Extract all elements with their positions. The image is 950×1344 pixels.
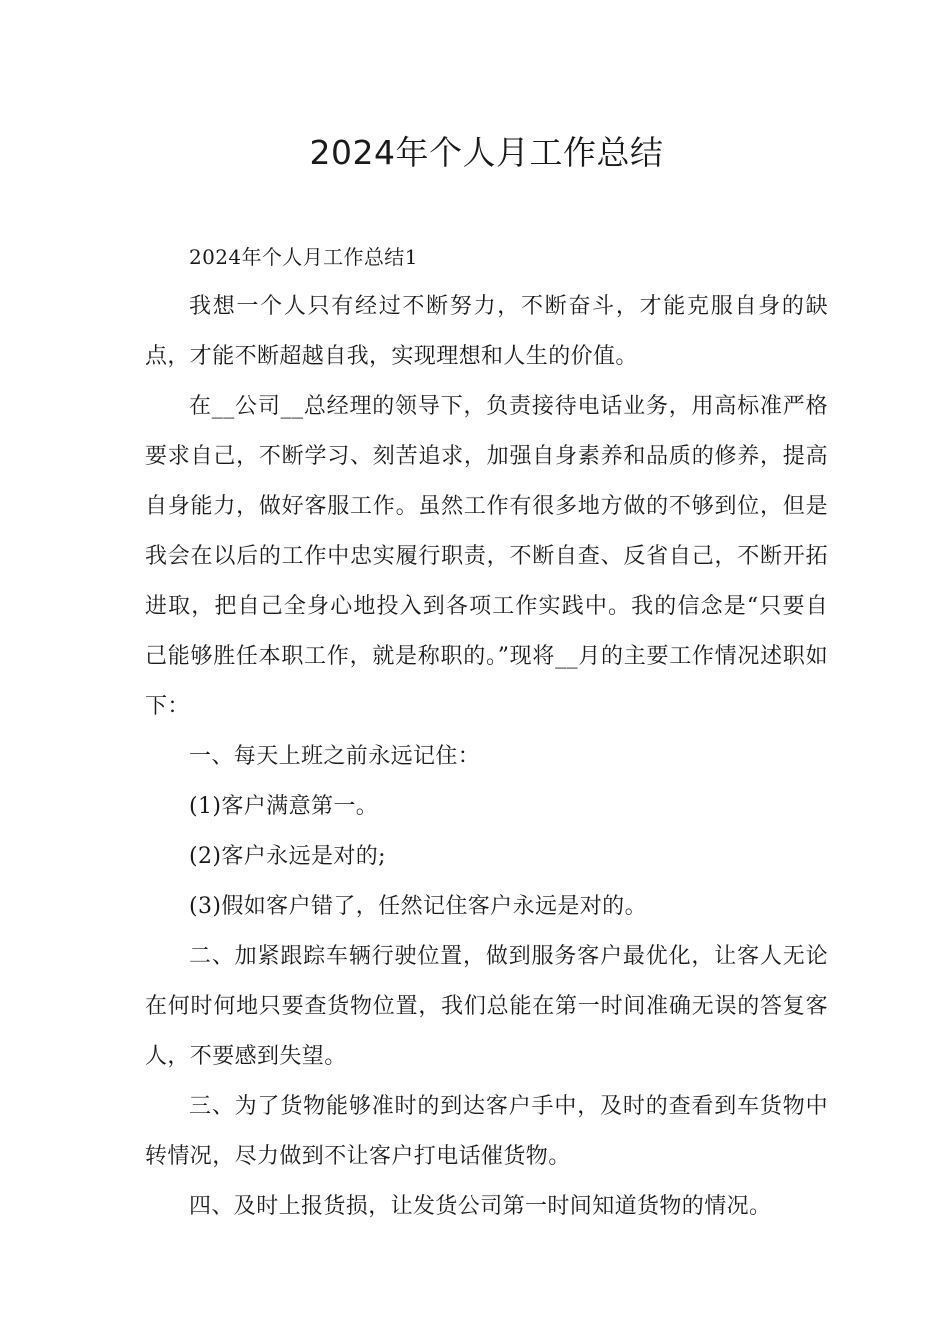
- paragraph-duties: 在__公司__总经理的领导下，负责接待电话业务，用高标准严格要求自己，不断学习、刻苦追求，加强自身素养和品质的修养，提高自身能力，做好客服工作。虽然工作有很多地方做的不够到位，但是我会在以后的工作中忠实履行职责，不断自查、反省自己，不断开拓进取，把自己全身心地投入到各项工作实践中。我的信念是“只要自己能够胜任本职工作，就是称职的。”现将__月的主要工作情况述职如下：: [145, 394, 828, 719]
- list-item-point-2: 二、加紧跟踪车辆行驶位置，做到服务客户最优化，让客人无论在何时何地只要查货物位置，我们总能在第一时间准确无误的答复客人，不要感到失望。: [145, 944, 828, 1069]
- list-item-point-1: 一、每天上班之前永远记住：: [189, 744, 481, 769]
- document-body: [145, 232, 828, 1232]
- list-item-sub-1: (1)客户满意第一。: [189, 794, 379, 819]
- list-item-point-4: 四、及时上报货损，让发货公司第一时间知道货物的情况。: [189, 1194, 772, 1219]
- section-heading: 2024年个人月工作总结1: [189, 245, 418, 269]
- list-item-point-3: 三、为了货物能够准时的到达客户手中，及时的查看到车货物中转情况，尽力做到不让客户打电话催货物。: [145, 1094, 828, 1169]
- document-title: 2024年个人月工作总结: [309, 133, 664, 172]
- paragraph-intro: 我想一个人只有经过不断努力，不断奋斗，才能克服自身的缺点，才能不断超越自我，实现理想和人生的价值。: [145, 294, 828, 369]
- list-item-sub-3: (3)假如客户错了，任然记住客户永远是对的。: [189, 894, 647, 919]
- list-item-sub-2: (2)客户永远是对的;: [189, 844, 386, 869]
